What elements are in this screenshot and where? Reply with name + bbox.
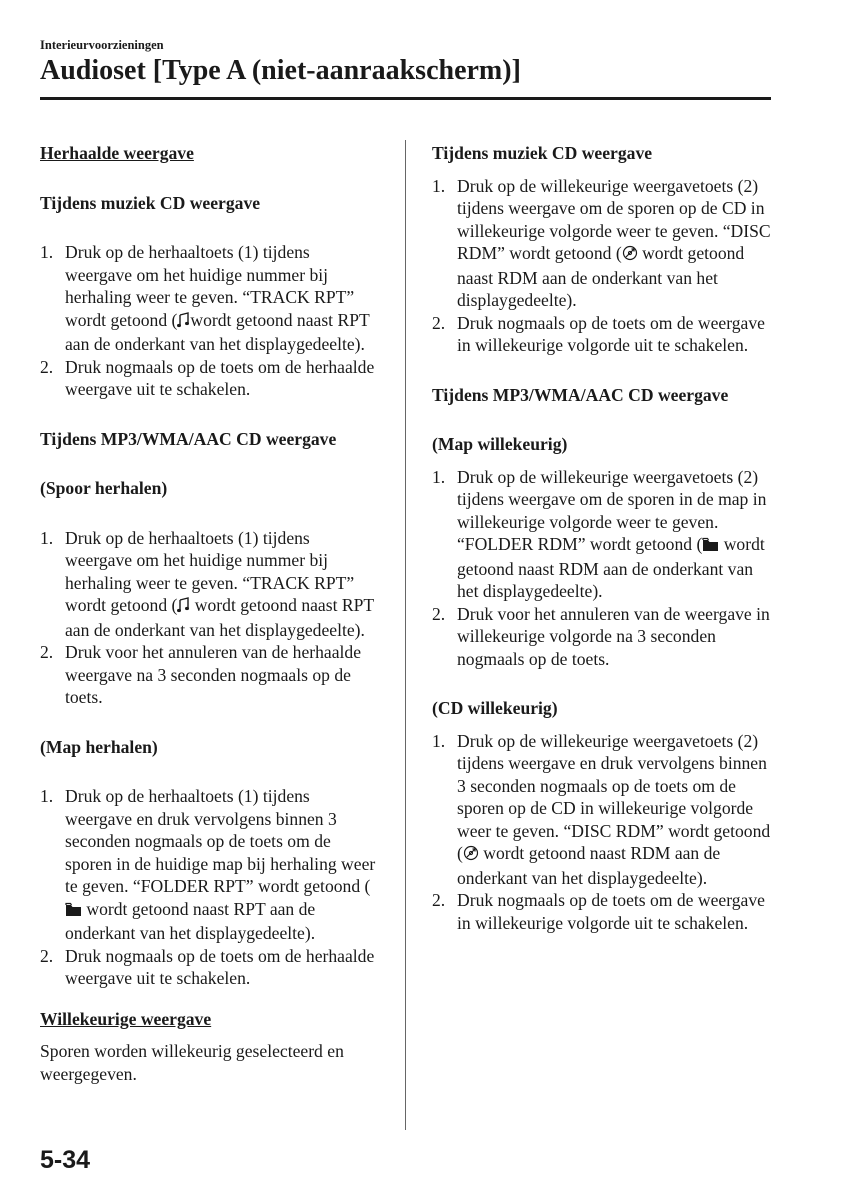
list-item [432,889,777,934]
step-text: wordt getoond naast RPT aan de onderkant van het displaygedeelte). [65,898,316,943]
step-text: Druk nogmaals op de toets om de weergave in willekeurige volgorde uit te schakelen. [457,890,765,933]
step-text: Druk nogmaals op de toets om de herhaalde weergave uit te schakelen. [65,356,375,399]
folder-icon [65,900,82,923]
list-item [40,527,380,642]
track-repeat-steps [40,527,380,709]
step-text: Druk op de herhaaltoets (1) tijdens weergave om het huidige nummer bij herhaling weer te geven. “TRACK RPT” wordt getoond ( [65,527,355,615]
step-number: 2. [432,603,446,624]
step-text: wordt getoond naast RDM aan de onderkant van het displaygedeelte). [457,243,745,310]
folder-repeat-heading: (Map herhalen) [40,736,158,757]
list-item [432,730,777,890]
right-column [432,142,777,934]
music-note-icon [177,311,190,334]
step-number: 2. [40,945,54,966]
step-text: wordt getoond naast RDM aan de onderkant van het displaygedeelte). [457,843,721,888]
music-cd-heading: Tijdens muziek CD weergave [40,192,261,213]
step-text: Druk op de herhaaltoets (1) tijdens weergave en druk vervolgens binnen 3 seconden nogmaals op de toets om de sporen in de huidige map bij herhaling weer te geven. “FOLDER RPT” wordt getoond ( [65,786,376,896]
track-repeat-heading: (Spoor herhalen) [40,478,168,498]
mp3-heading: Tijdens MP3/WMA/AAC CD weergave [40,428,337,449]
step-text: Druk op de willekeurige weergavetoets (2) tijdens weergave om de sporen op de CD in willekeurige volgorde weer te geven. “DISC RDM” wordt getoond ( [457,175,771,263]
step-number: 1. [432,730,446,751]
page-number: 5-34 [40,1146,91,1174]
section-label: Interieurvoorzieningen [40,38,164,52]
folder-icon [702,535,719,558]
cd-random-heading: (CD willekeurig) [432,698,558,718]
step-number: 1. [40,786,54,806]
list-item [432,603,777,671]
folder-random-steps [432,466,777,671]
step-text: Druk op de willekeurige weergavetoets (2) tijdens weergave en druk vervolgens binnen 3 seconden nogmaals op de toets om de sporen op de CD in willekeurige volgorde weer te geven. “DISC RDM” wordt getoond ( [457,730,771,863]
list-item [40,945,380,990]
cd-random-steps [432,730,777,935]
disc-random-icon [622,244,638,267]
list-item [432,466,777,603]
step-number: 1. [432,175,446,196]
step-number: 2. [40,356,54,377]
music-cd-repeat-steps [40,241,380,401]
list-item [40,641,380,709]
step-number: 1. [40,242,54,262]
repeat-heading: Herhaalde weergave [40,143,194,163]
folder-random-heading: (Map willekeurig) [432,434,568,454]
step-text: Druk nogmaals op de toets om de weergave in willekeurige volgorde uit te schakelen. [457,312,765,355]
list-item [432,175,777,312]
list-item [40,356,380,401]
step-text: wordt getoond naast RPT aan de onderkant van het displaygedeelte). [65,595,374,640]
music-cd-heading: Tijdens muziek CD weergave [432,143,653,163]
list-item [432,312,777,357]
left-column [40,142,380,1085]
step-text: wordt getoond naast RPT aan de onderkant van het displaygedeelte). [65,309,370,354]
step-number: 2. [40,642,54,662]
list-item [40,785,380,945]
music-cd-random-steps [432,175,777,357]
random-description: Sporen worden willekeurig geselecteerd en weergegeven. [40,1041,344,1084]
disc-random-icon [463,844,479,867]
step-number: 1. [40,527,54,548]
step-text: Druk voor het annuleren van de herhaalde weergave na 3 seconden nogmaals op de toets. [65,642,362,707]
folder-repeat-steps [40,785,380,990]
step-text: Druk op de willekeurige weergavetoets (2) tijdens weergave om de sporen in de map in willekeurige volgorde weer te geven. “FOLDER RDM” wordt getoond ( [457,466,767,554]
step-text: Druk voor het annuleren van de weergave in willekeurige volgorde na 3 seconden nogmaals op de toets. [457,603,770,669]
music-note-icon [177,596,190,619]
random-heading: Willekeurige weergave [40,1008,212,1029]
step-text: wordt getoond naast RDM aan de onderkant van het displaygedeelte). [457,534,765,601]
step-text: Druk nogmaals op de toets om de herhaalde weergave uit te schakelen. [65,945,375,988]
title-rule [40,97,771,100]
step-text: Druk op de herhaaltoets (1) tijdens weergave om het huidige nummer bij herhaling weer te geven. “TRACK RPT” wordt getoond ( [65,242,355,330]
step-number: 2. [432,890,446,910]
list-item [40,241,380,356]
column-divider [405,140,406,1130]
step-number: 2. [432,312,446,333]
page-title: Audioset [Type A (niet-aanraakscherm)] [40,55,521,86]
mp3-heading: Tijdens MP3/WMA/AAC CD weergave [432,384,729,405]
step-number: 1. [432,466,446,487]
